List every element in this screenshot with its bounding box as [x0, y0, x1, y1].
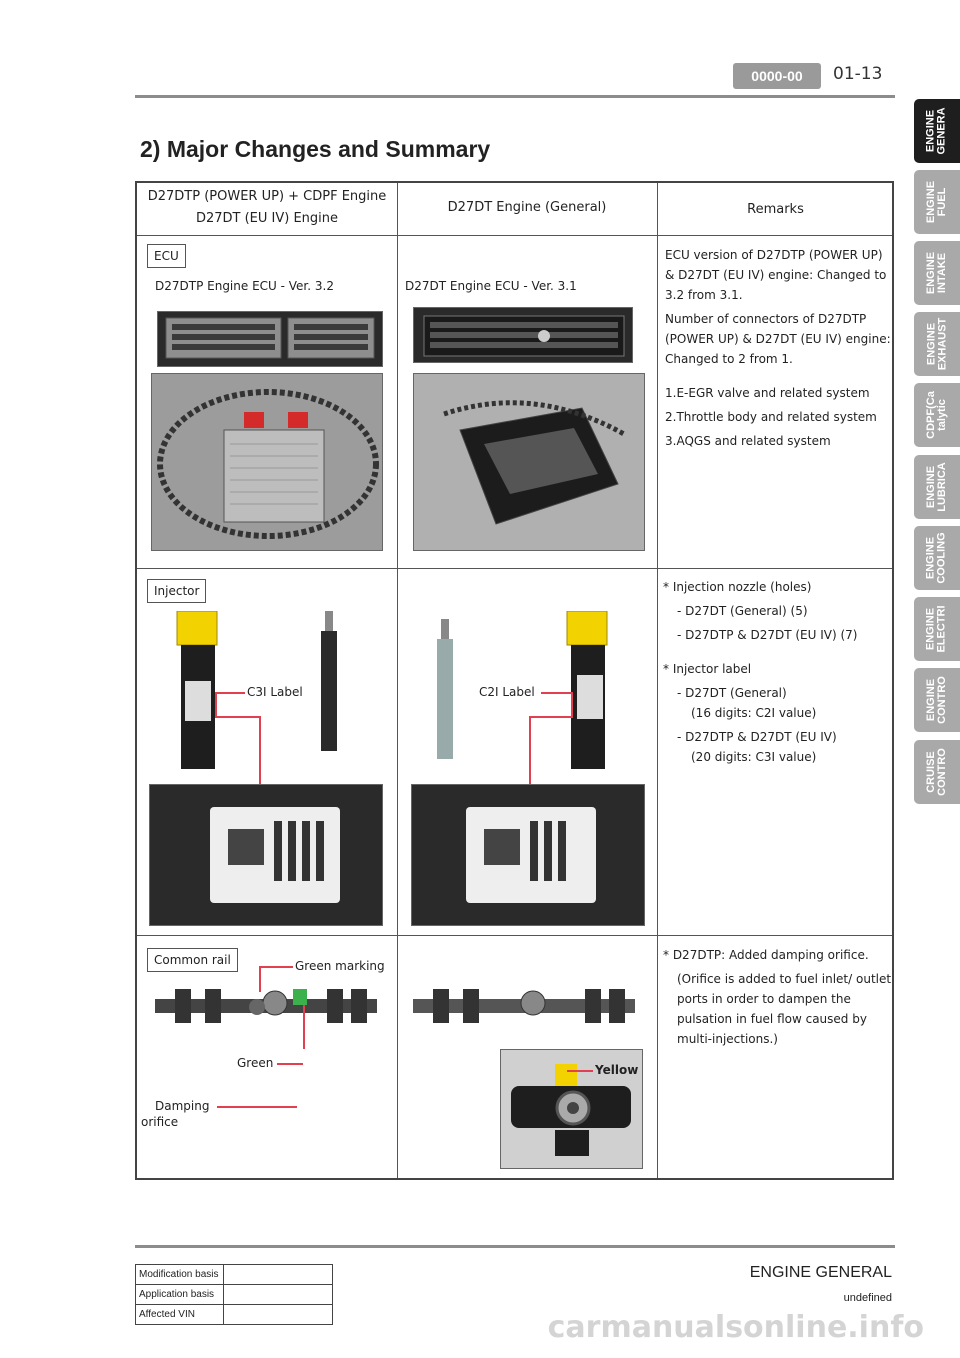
- header-rule: [135, 95, 895, 98]
- green-label: Green: [237, 1056, 274, 1070]
- side-tab-engine-electrical[interactable]: [914, 597, 960, 661]
- side-tab-label: CDPF(Ca talytic: [925, 391, 949, 439]
- callout-line: [277, 1063, 303, 1065]
- ecu-remark-3: 1.E-EGR valve and related system: [665, 386, 870, 400]
- label-closeup-icon: [150, 785, 383, 926]
- side-tab-engine-exhaust[interactable]: [914, 312, 960, 376]
- green-marking-label: Green marking: [295, 959, 385, 973]
- ecu-module-icon: [152, 374, 383, 551]
- side-tab-label: ENGINE CONTRO: [925, 676, 949, 724]
- footer-title: ENGINE GENERAL: [749, 1264, 892, 1281]
- injector-remark-3: - D27DTP & D27DT (EU IV) (7): [677, 628, 858, 642]
- table-row: [136, 1305, 333, 1325]
- injector-remark-1: * Injection nozzle (holes): [663, 580, 812, 594]
- column-divider: [657, 183, 658, 1178]
- callout-line: [215, 692, 245, 694]
- row-divider: [137, 935, 892, 936]
- ecu-connector-icon: [158, 312, 383, 367]
- side-tab-engine-control[interactable]: [914, 668, 960, 732]
- injector-remark-5: - D27DT (General): [677, 686, 787, 700]
- modification-table: [135, 1264, 333, 1325]
- common-rail-remark-1: * D27DTP: Added damping orifice.: [663, 948, 869, 962]
- common-rail-d27dtp-icon: [151, 981, 381, 1033]
- row-divider: [137, 568, 892, 569]
- side-tab-label: ENGINE LUBRICA: [925, 462, 948, 512]
- yellow-label: Yellow: [595, 1063, 639, 1077]
- modification-basis-key: Modification basis: [136, 1265, 224, 1285]
- callout-line: [567, 1070, 593, 1072]
- c3i-injector-icon: [167, 611, 227, 781]
- side-tab-engine-cooling[interactable]: [914, 526, 960, 590]
- footer-rule: [135, 1245, 895, 1248]
- injector-side-icon: [433, 619, 457, 769]
- col2-header: D27DT Engine (General): [447, 200, 607, 215]
- affected-vin-key: Affected VIN: [136, 1305, 224, 1325]
- side-tab-label: ENGINE GENERA: [925, 107, 948, 155]
- ecu-v31-connector-photo: [413, 307, 633, 363]
- side-tab-label: CRUISE CONTRO: [925, 748, 949, 796]
- footer-subtitle: undefined: [843, 1292, 892, 1304]
- callout-line: [303, 1005, 305, 1049]
- common-rail-tag: Common rail: [147, 948, 238, 972]
- side-tab-engine-fuel[interactable]: [914, 170, 960, 234]
- side-tab-label: ENGINE EXHAUST: [925, 317, 948, 371]
- damping-label-line1: Damping: [155, 1099, 210, 1113]
- side-tab-label: ENGINE ELECTRI: [925, 605, 948, 653]
- ecu-remark-1: ECU version of D27DTP (POWER UP) & D27DT (EU IV) engine: Changed to 3.2 from 3.1.: [665, 248, 887, 302]
- common-rail-remarks: [663, 945, 895, 1053]
- side-tab-engine-general[interactable]: [914, 99, 960, 163]
- c3i-label-text: C3I Label: [247, 685, 303, 699]
- callout-line: [215, 716, 259, 718]
- common-rail-remark-2: (Orifice is added to fuel inlet/ outlet ports in order to dampen the pulsation in fuel flow caused by multi-injections.): [677, 972, 892, 1046]
- ecu-module-icon: [414, 374, 645, 551]
- row-divider: [137, 235, 892, 236]
- summary-table: [135, 181, 894, 1180]
- ecu-remark-4: 2.Throttle body and related system: [665, 410, 877, 424]
- callout-line: [215, 692, 217, 718]
- table-row: [136, 1265, 333, 1285]
- ecu-v32-installed-photo: [151, 373, 383, 551]
- ecu-remark-5: 3.AQGS and related system: [665, 434, 831, 448]
- injector-remark-6: (16 digits: C2I value): [691, 706, 817, 720]
- callout-line: [259, 716, 261, 784]
- col1-header-line1: D27DTP (POWER UP) + CDPF Engine: [147, 189, 387, 204]
- callout-line: [217, 1106, 297, 1108]
- side-tab-cruise-control[interactable]: [914, 740, 960, 804]
- side-tab-cdpf[interactable]: [914, 383, 960, 447]
- callout-line: [571, 692, 573, 718]
- col1-header: [137, 186, 397, 230]
- side-tab-label: ENGINE INTAKE: [925, 251, 948, 295]
- c3i-label-closeup-photo: [149, 784, 383, 926]
- side-tab-label: ENGINE FUEL: [925, 180, 948, 224]
- modification-basis-value: [224, 1265, 333, 1285]
- injector-remark-2: - D27DT (General) (5): [677, 604, 808, 618]
- callout-line: [541, 692, 571, 694]
- ecu-v32-connector-photo: [157, 311, 383, 367]
- page-title: 2) Major Changes and Summary: [140, 136, 491, 162]
- injector-remark-4: * Injector label: [663, 662, 752, 676]
- ecu-tag: ECU: [147, 244, 186, 268]
- col3-header: Remarks: [747, 202, 804, 217]
- side-tab-label: ENGINE COOLING: [925, 532, 948, 584]
- c2i-label-text: C2I Label: [479, 685, 535, 699]
- injector-remarks: [663, 577, 893, 771]
- damping-label-line2: orifice: [141, 1115, 179, 1129]
- application-basis-key: Application basis: [136, 1285, 224, 1305]
- column-divider: [397, 183, 398, 1178]
- injector-remark-7: - D27DTP & D27DT (EU IV): [677, 730, 837, 744]
- application-basis-value: [224, 1285, 333, 1305]
- table-row: [136, 1285, 333, 1305]
- callout-line: [259, 966, 293, 968]
- watermark: carmanualsonline.info: [547, 1310, 924, 1345]
- side-tab-engine-lubrication[interactable]: [914, 455, 960, 519]
- injector-tag: Injector: [147, 579, 206, 603]
- page-number: 01-13: [833, 64, 883, 84]
- common-rail-d27dt-icon: [409, 981, 639, 1033]
- label-closeup-icon: [412, 785, 645, 926]
- c2i-label-closeup-photo: [411, 784, 645, 926]
- side-tab-engine-intake[interactable]: [914, 241, 960, 305]
- ecu-remark-2: Number of connectors of D27DTP (POWER UP) & D27DT (EU IV) engine: Changed to 2 from 1.: [665, 312, 891, 366]
- ecu-connector-icon: [414, 308, 633, 363]
- ecu-v31-installed-photo: [413, 373, 645, 551]
- col1-header-line2: D27DT (EU IV) Engine: [195, 211, 339, 226]
- ecu-remarks: [665, 245, 893, 455]
- injector-side-icon: [317, 611, 341, 761]
- section-code-badge: 0000-00: [733, 63, 821, 89]
- affected-vin-value: [224, 1305, 333, 1325]
- injector-remark-8: (20 digits: C3I value): [691, 750, 817, 764]
- ecu-left-caption: D27DTP Engine ECU - Ver. 3.2: [155, 279, 334, 293]
- callout-line: [529, 716, 573, 718]
- callout-line: [529, 716, 531, 784]
- ecu-right-caption: D27DT Engine ECU - Ver. 3.1: [405, 279, 577, 293]
